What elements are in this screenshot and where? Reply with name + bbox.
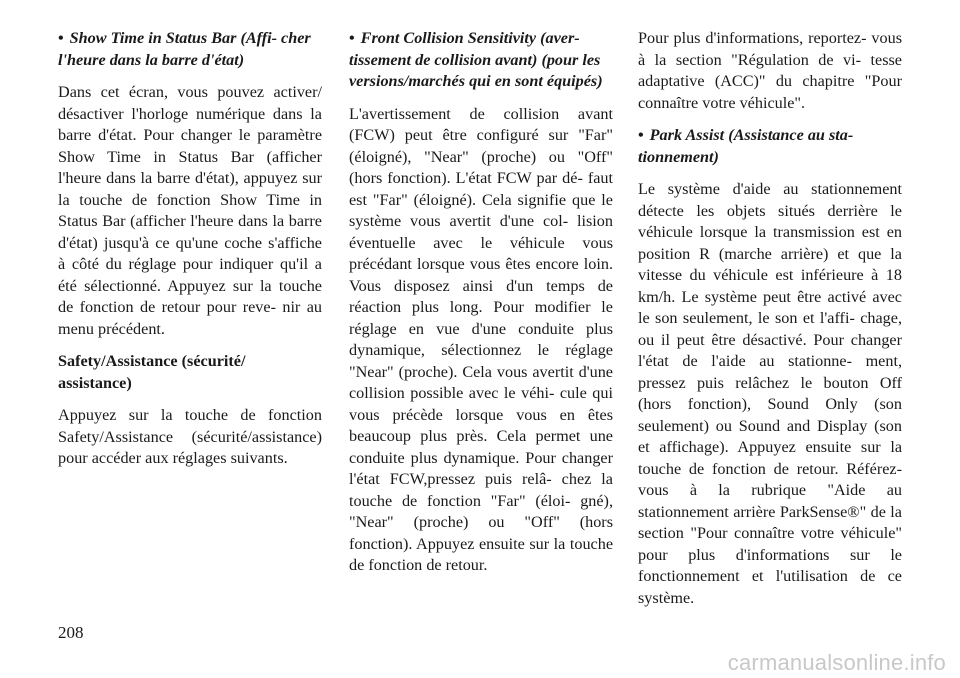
right-column — [638, 28, 902, 620]
safety-assistance-paragraph: Appuyez sur la touche de fonction Safety/Assistance (sécurité/assistance) pour accéder aux réglages suivants. — [58, 406, 322, 467]
safety-assistance-heading: Safety/Assistance (sécurité/ assistance) — [58, 352, 246, 392]
bullet-icon: • — [58, 29, 64, 47]
show-time-heading-text: Show Time in Status Bar (Affi- cher l'heure dans la barre d'état) — [58, 29, 311, 69]
front-collision-heading-text: Front Collision Sensitivity (aver- tissement de collision avant) (pour les versions/marchés qui en sont équipés) — [349, 29, 603, 90]
show-time-paragraph: Dans cet écran, vous pouvez activer/ désactiver l'horloge numérique dans la barre d'état. Pour changer le paramètre Show Time in Status Bar (afficher l'heure dans la barre d'état), appuyez sur la touche de fonction Show Time in Status Bar (afficher l'heure dans la barre d'état) jusqu'à ce qu'une coche s'affiche à côté du réglage pour indiquer qu'il a été sélectionné. Appuyez sur la touche de fonction de retour pour reve- nir au menu précédent. — [58, 83, 322, 338]
show-time-heading — [58, 28, 322, 71]
page-number: 208 — [58, 623, 84, 642]
acc-reference-paragraph: Pour plus d'informations, reportez- vous à la section "Régulation de vi- tesse adaptative (ACC)" du chapitre "Pour connaître votre véhicule". — [638, 29, 902, 112]
front-collision-heading — [349, 28, 613, 93]
park-assist-heading — [638, 125, 902, 168]
watermark: carmanualsonline.info — [727, 650, 946, 675]
park-assist-heading-text: Park Assist (Assistance au sta- tionnement) — [638, 126, 854, 166]
middle-column — [349, 28, 613, 588]
bullet-icon: • — [638, 126, 644, 144]
front-collision-paragraph: L'avertissement de collision avant (FCW) peut être configuré sur "Far" (éloigné), "Near" (proche) ou "Off" (hors fonction). L'état FCW par dé- faut est "Far" (éloigné). Cela signifie que le système vous avertit d'une col- lision éventuelle avec le véhicule vous précédant lorsque vous êtes encore loin. Vous disposez ainsi d'un temps de réaction plus long. Pour modifier le réglage en vue d'une conduite plus dynamique, sélectionnez le réglage "Near" (proche). Cela vous avertit d'une collision possible avec le véhi- cule qui vous précède lorsque vous en êtes beaucoup plus près. Cela permet une conduite plus dynamique. Pour changer l'état FCW,pressez puis relâ- chez la touche de fonction "Far" (éloi- gné), "Near" (proche) ou "Off" (hors fonction). Appuyez ensuite sur la touche de fonction de retour. — [349, 104, 613, 574]
park-assist-paragraph: Le système d'aide au stationnement détecte les objets situés derrière le véhicule lorsque la transmission est en position R (marche arrière) et que la vitesse du véhicule est inférieure à 18 km/h. Le système peut être activé avec le son seulement, le son et l'affi- chage, ou il peut être désactivé. Pour changer l'état de l'aide au stationne- ment, pressez puis relâchez le bouton Off (hors fonction), Sound Only (son seulement) ou Sound and Display (son et affichage). Appuyez ensuite sur la touche de fonction de retour. Référez-vous à la rubrique "Aide au stationnement arrière ParkSense®" de la section "Pour connaître votre véhicule" pour plus d'informations sur le fonctionnement et l'utilisation de ce système. — [638, 180, 902, 607]
bullet-icon: • — [349, 29, 355, 47]
left-column — [58, 28, 322, 481]
